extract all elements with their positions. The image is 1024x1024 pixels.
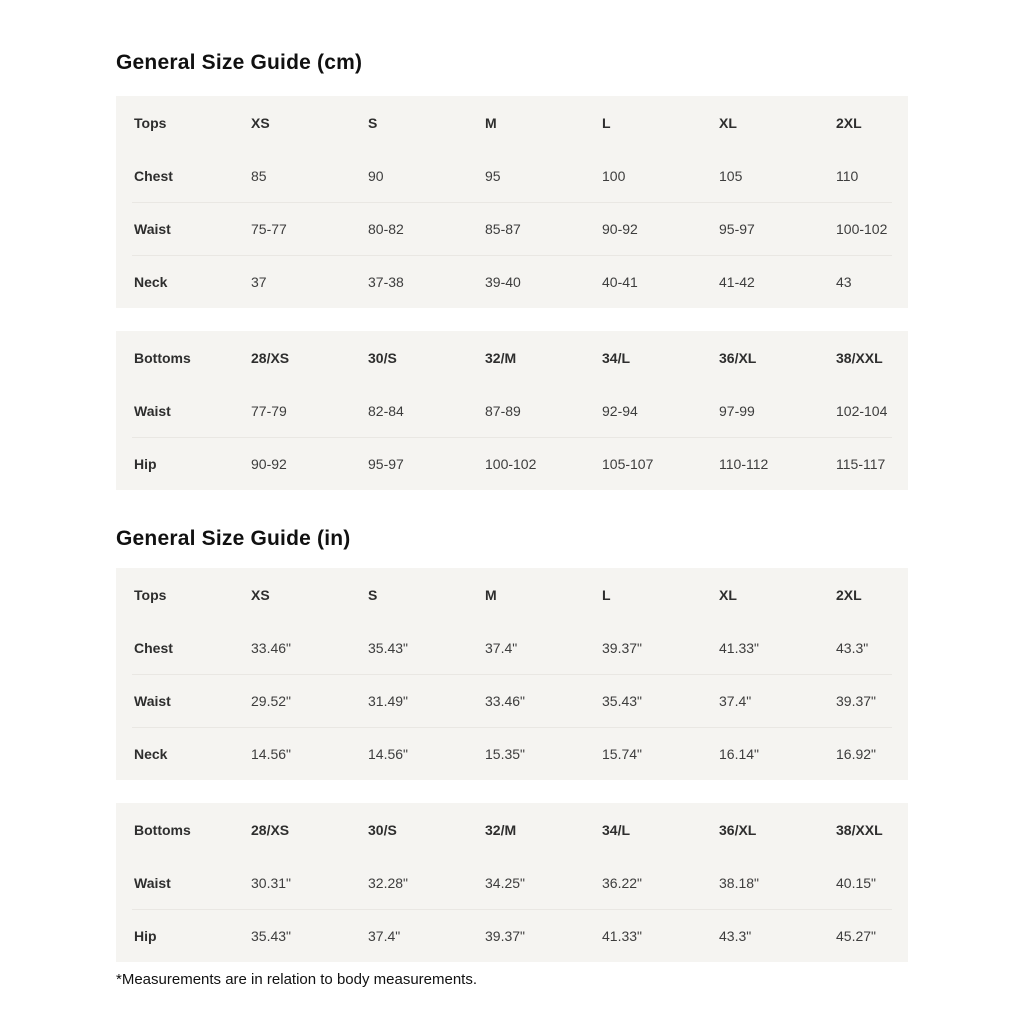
column-header: Tops: [134, 586, 167, 603]
cell-value: 37: [251, 274, 267, 290]
cell-value: 37.4": [485, 639, 518, 656]
column-header: Tops: [134, 114, 167, 131]
column-header: M: [485, 114, 497, 131]
cell-value: 35.43": [368, 639, 409, 656]
cell-value: 16.92": [836, 746, 877, 762]
cell-value: 34.25": [485, 874, 526, 891]
cell-value: 90: [368, 167, 384, 184]
row-label: Waist: [134, 402, 171, 419]
column-header: 2XL: [836, 586, 862, 603]
row-label: Hip: [134, 928, 157, 944]
cell-value: 32.28": [368, 874, 409, 891]
cell-value: 102-104: [836, 402, 888, 419]
cell-value: 37.4": [719, 693, 752, 709]
cell-value: 92-94: [602, 402, 638, 419]
table-row: [132, 149, 892, 202]
size-table-in-tops: [116, 568, 908, 780]
column-header: L: [602, 114, 611, 131]
cell-value: 97-99: [719, 402, 755, 419]
column-header: 32/M: [485, 349, 517, 366]
column-header: Bottoms: [134, 821, 191, 838]
column-header: XL: [719, 114, 737, 131]
cell-value: 40-41: [602, 274, 638, 290]
cell-value: 31.49": [368, 693, 409, 709]
cell-value: 90-92: [251, 456, 287, 472]
cell-value: 36.22": [602, 874, 643, 891]
table-row: [132, 202, 892, 255]
column-header: S: [368, 586, 378, 603]
table-row: [132, 674, 892, 727]
cell-value: 16.14": [719, 746, 760, 762]
column-header: 34/L: [602, 821, 631, 838]
row-label: Waist: [134, 693, 171, 709]
cell-value: 30.31": [251, 874, 292, 891]
table-header-row: [132, 803, 892, 856]
cell-value: 105: [719, 167, 743, 184]
cell-value: 110-112: [719, 456, 769, 472]
cell-value: 15.74": [602, 746, 643, 762]
section-heading-in: General Size Guide (in): [116, 527, 351, 550]
cell-value: 100-102: [836, 221, 888, 237]
cell-value: 41-42: [719, 274, 755, 290]
column-header: 38/XXL: [836, 349, 883, 366]
cell-value: 33.46": [251, 639, 292, 656]
cell-value: 37.4": [368, 928, 401, 944]
cell-value: 41.33": [602, 928, 643, 944]
column-header: 30/S: [368, 349, 397, 366]
cell-value: 85: [251, 167, 267, 184]
column-header: M: [485, 586, 497, 603]
cell-value: 37-38: [368, 274, 404, 290]
section-size-guide-cm: [116, 50, 908, 490]
cell-value: 82-84: [368, 402, 404, 419]
column-header: 38/XXL: [836, 821, 883, 838]
cell-value: 43.3": [719, 928, 752, 944]
cell-value: 90-92: [602, 221, 638, 237]
cell-value: 41.33": [719, 639, 760, 656]
measurement-footnote: *Measurements are in relation to body measurements.: [116, 971, 478, 988]
cell-value: 35.43": [602, 693, 643, 709]
cell-value: 39.37": [602, 639, 643, 656]
cell-value: 110: [836, 167, 859, 184]
column-header: Bottoms: [134, 349, 191, 366]
section-heading-cm: General Size Guide (cm): [116, 51, 363, 74]
row-label: Waist: [134, 874, 171, 891]
cell-value: 45.27": [836, 928, 877, 944]
column-header: 36/XL: [719, 349, 757, 366]
row-label: Neck: [134, 746, 168, 762]
cell-value: 80-82: [368, 221, 404, 237]
cell-value: 100: [602, 167, 626, 184]
section-size-guide-in: [116, 526, 908, 962]
cell-value: 35.43": [251, 928, 292, 944]
table-row: [132, 856, 892, 909]
cell-value: 14.56": [251, 746, 292, 762]
row-label: Hip: [134, 456, 157, 472]
column-header: S: [368, 114, 378, 131]
cell-value: 95-97: [719, 221, 755, 237]
column-header: XL: [719, 586, 737, 603]
cell-value: 115-117: [836, 456, 886, 472]
column-header: L: [602, 586, 611, 603]
cell-value: 43.3": [836, 639, 869, 656]
table-row: [132, 621, 892, 674]
cell-value: 38.18": [719, 874, 760, 891]
cell-value: 39-40: [485, 274, 521, 290]
cell-value: 43: [836, 274, 852, 290]
cell-value: 87-89: [485, 402, 521, 419]
cell-value: 85-87: [485, 221, 521, 237]
column-header: 28/XS: [251, 349, 290, 366]
column-header: XS: [251, 114, 270, 131]
cell-value: 95: [485, 167, 501, 184]
table-header-row: [132, 96, 892, 149]
row-label: Chest: [134, 167, 173, 184]
size-guide-page: [116, 0, 908, 990]
cell-value: 29.52": [251, 693, 292, 709]
cell-value: 77-79: [251, 402, 287, 419]
cell-value: 75-77: [251, 221, 287, 237]
cell-value: 39.37": [485, 928, 526, 944]
size-table-cm-tops: [116, 96, 908, 308]
cell-value: 39.37": [836, 693, 877, 709]
table-row: [132, 255, 892, 308]
row-label: Chest: [134, 639, 173, 656]
column-header: 28/XS: [251, 821, 290, 838]
cell-value: 40.15": [836, 874, 877, 891]
column-header: 32/M: [485, 821, 517, 838]
row-label: Neck: [134, 274, 168, 290]
column-header: 34/L: [602, 349, 631, 366]
table-row: [132, 727, 892, 780]
table-header-row: [132, 568, 892, 621]
size-table-in-bottoms: [116, 803, 908, 962]
table-header-row: [132, 331, 892, 384]
cell-value: 33.46": [485, 693, 526, 709]
cell-value: 105-107: [602, 456, 654, 472]
cell-value: 14.56": [368, 746, 409, 762]
column-header: 36/XL: [719, 821, 757, 838]
cell-value: 15.35": [485, 746, 526, 762]
size-table-cm-bottoms: [116, 331, 908, 490]
table-row: [132, 909, 892, 962]
table-row: [132, 437, 892, 490]
cell-value: 100-102: [485, 456, 537, 472]
cell-value: 95-97: [368, 456, 404, 472]
column-header: 30/S: [368, 821, 397, 838]
table-row: [132, 384, 892, 437]
row-label: Waist: [134, 221, 171, 237]
column-header: XS: [251, 586, 270, 603]
column-header: 2XL: [836, 114, 862, 131]
